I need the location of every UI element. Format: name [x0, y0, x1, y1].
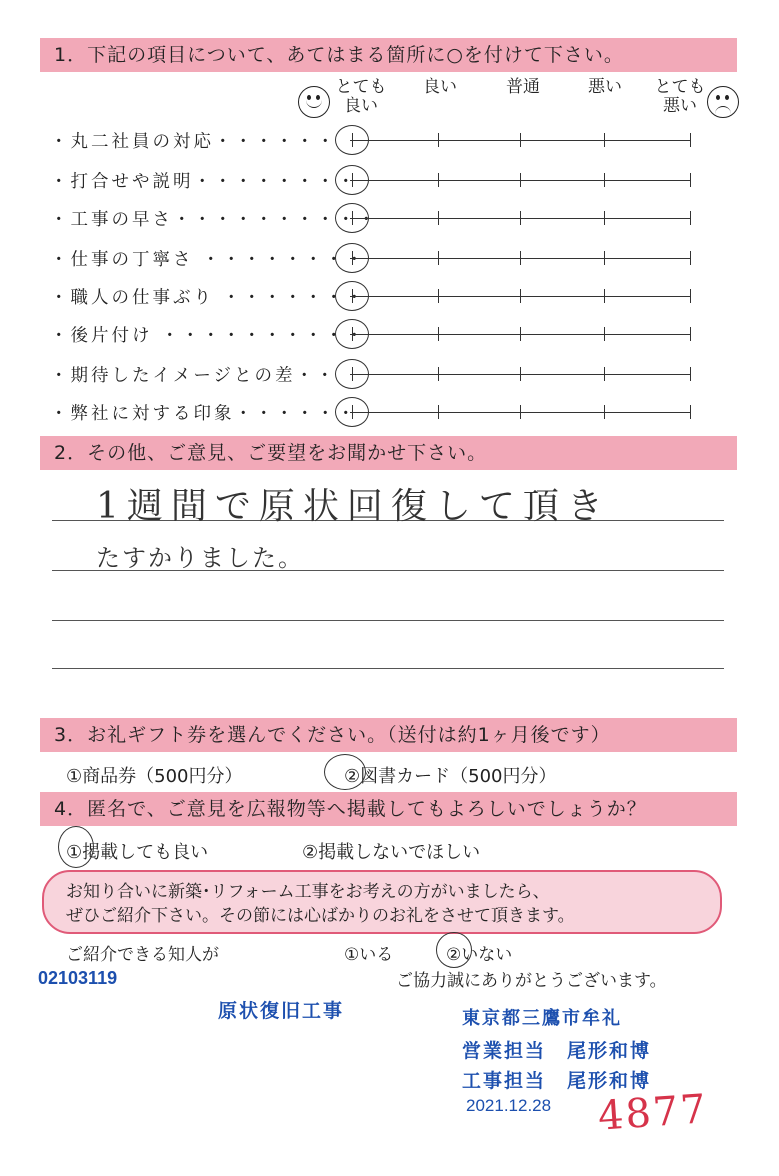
rating-tick[interactable] [604, 405, 605, 419]
rating-tick[interactable] [690, 211, 691, 225]
rating-tick[interactable] [690, 405, 691, 419]
rating-tick[interactable] [438, 327, 439, 341]
rating-item-label: ・後片付け ・・・・・・・・・・ [50, 326, 367, 346]
rating-selection-circle [335, 243, 369, 273]
comment-line [52, 620, 724, 621]
section4-heading: 4．匿名で、ご意見を広報物等へ掲載してもよろしいでしょうか？ [40, 792, 737, 826]
date-stamp: 2021.12.28 [466, 1096, 552, 1115]
rating-tick[interactable] [520, 327, 521, 341]
thanks-text: ご協力誠にありがとうございます。 [396, 971, 667, 991]
handwritten-number: 4877 [596, 1086, 710, 1140]
rating-tick[interactable] [690, 327, 691, 341]
rating-item-label: ・工事の早さ・・・・・・・・・・ [50, 210, 378, 230]
rating-tick[interactable] [604, 173, 605, 187]
rating-tick[interactable] [690, 289, 691, 303]
rating-selection-circle [335, 165, 369, 195]
rating-item-label: ・弊社に対する印象・・・・・・ [50, 404, 358, 424]
rating-item-label: ・丸二社員の対応・・・・・・ [50, 132, 337, 152]
rating-tick[interactable] [604, 327, 605, 341]
rating-tick[interactable] [520, 133, 521, 147]
scale-neutral: 普通 [506, 77, 540, 97]
rating-item-label: ・打合せや説明・・・・・・・・ [50, 172, 358, 192]
section2-heading: 2．その他、ご意見、ご要望をお聞かせ下さい。 [40, 436, 737, 470]
sales-rep-stamp: 営業担当 尾形和博 [462, 1041, 652, 1062]
referral-option-1[interactable]: ①いる [344, 945, 394, 965]
rating-tick[interactable] [520, 251, 521, 265]
selection-circle [436, 932, 472, 968]
rating-tick[interactable] [438, 405, 439, 419]
rating-tick[interactable] [520, 173, 521, 187]
rating-tick[interactable] [520, 405, 521, 419]
rating-tick[interactable] [690, 367, 691, 381]
rating-item-label: ・仕事の丁寧さ ・・・・・・・・ [50, 250, 367, 270]
rating-tick[interactable] [690, 173, 691, 187]
rating-tick[interactable] [438, 251, 439, 265]
rating-selection-circle [335, 319, 369, 349]
work-type-stamp: 原状復旧工事 [218, 1001, 345, 1022]
rating-tick[interactable] [438, 367, 439, 381]
rating-tick[interactable] [604, 367, 605, 381]
scale-very-bad: とても 悪い [654, 77, 706, 116]
rating-tick[interactable] [690, 251, 691, 265]
customer-address-stamp: 東京都三鷹市牟礼 [462, 1008, 622, 1028]
publish-option-1[interactable]: ①掲載しても良い [66, 842, 209, 863]
referral-label: ご紹介できる知人が [66, 945, 219, 965]
notice-line2: ぜひご紹介下さい。その節には心ばかりのお礼をさせて頂きます。 [66, 906, 575, 926]
scale-very-good: とても 良い [335, 77, 387, 116]
rating-tick[interactable] [520, 211, 521, 225]
rating-tick[interactable] [604, 133, 605, 147]
rating-item-label: ・期待したイメージとの差・・ [50, 366, 337, 386]
frowning-face-icon [707, 86, 739, 118]
rating-tick[interactable] [604, 289, 605, 303]
construction-rep-stamp: 工事担当 尾形和博 [462, 1071, 652, 1092]
rating-selection-circle [335, 125, 369, 155]
id-number-stamp: 02103119 [38, 968, 118, 988]
comment-line [52, 668, 724, 669]
section1-heading: 1．下記の項目について、あてはまる箇所に○を付けて下さい。 [40, 38, 737, 72]
referral-option-2[interactable]: ②いない [446, 945, 513, 965]
scale-bad: 悪い [588, 77, 622, 97]
rating-item-label: ・職人の仕事ぶり ・・・・・・・ [50, 288, 367, 308]
rating-tick[interactable] [438, 289, 439, 303]
smiley-face-icon [298, 86, 330, 118]
rating-tick[interactable] [690, 133, 691, 147]
rating-tick[interactable] [520, 289, 521, 303]
rating-tick[interactable] [438, 211, 439, 225]
rating-tick[interactable] [604, 211, 605, 225]
notice-line1: お知り合いに新築･リフォーム工事をお考えの方がいましたら、 [66, 882, 550, 902]
handwritten-comment-line2: たすかりました。 [96, 544, 304, 572]
rating-selection-circle [335, 281, 369, 311]
rating-tick[interactable] [604, 251, 605, 265]
rating-selection-circle [335, 397, 369, 427]
selection-circle [324, 754, 366, 790]
section3-heading: 3．お礼ギフト券を選んでください。（送付は約1ヶ月後です） [40, 718, 737, 752]
rating-selection-circle [335, 359, 369, 389]
gift-option-1[interactable]: ①商品券（500円分） [66, 766, 243, 787]
selection-circle [58, 826, 94, 868]
referral-notice [42, 870, 722, 934]
scale-good: 良い [423, 77, 457, 97]
gift-option-2[interactable]: ②図書カード（500円分） [344, 766, 557, 787]
rating-tick[interactable] [438, 133, 439, 147]
rating-tick[interactable] [438, 173, 439, 187]
handwritten-comment-line1: 1週間で原状回復して頂き [96, 486, 611, 527]
rating-tick[interactable] [520, 367, 521, 381]
publish-option-2[interactable]: ②掲載しないでほしい [302, 842, 481, 863]
rating-selection-circle [335, 203, 369, 233]
